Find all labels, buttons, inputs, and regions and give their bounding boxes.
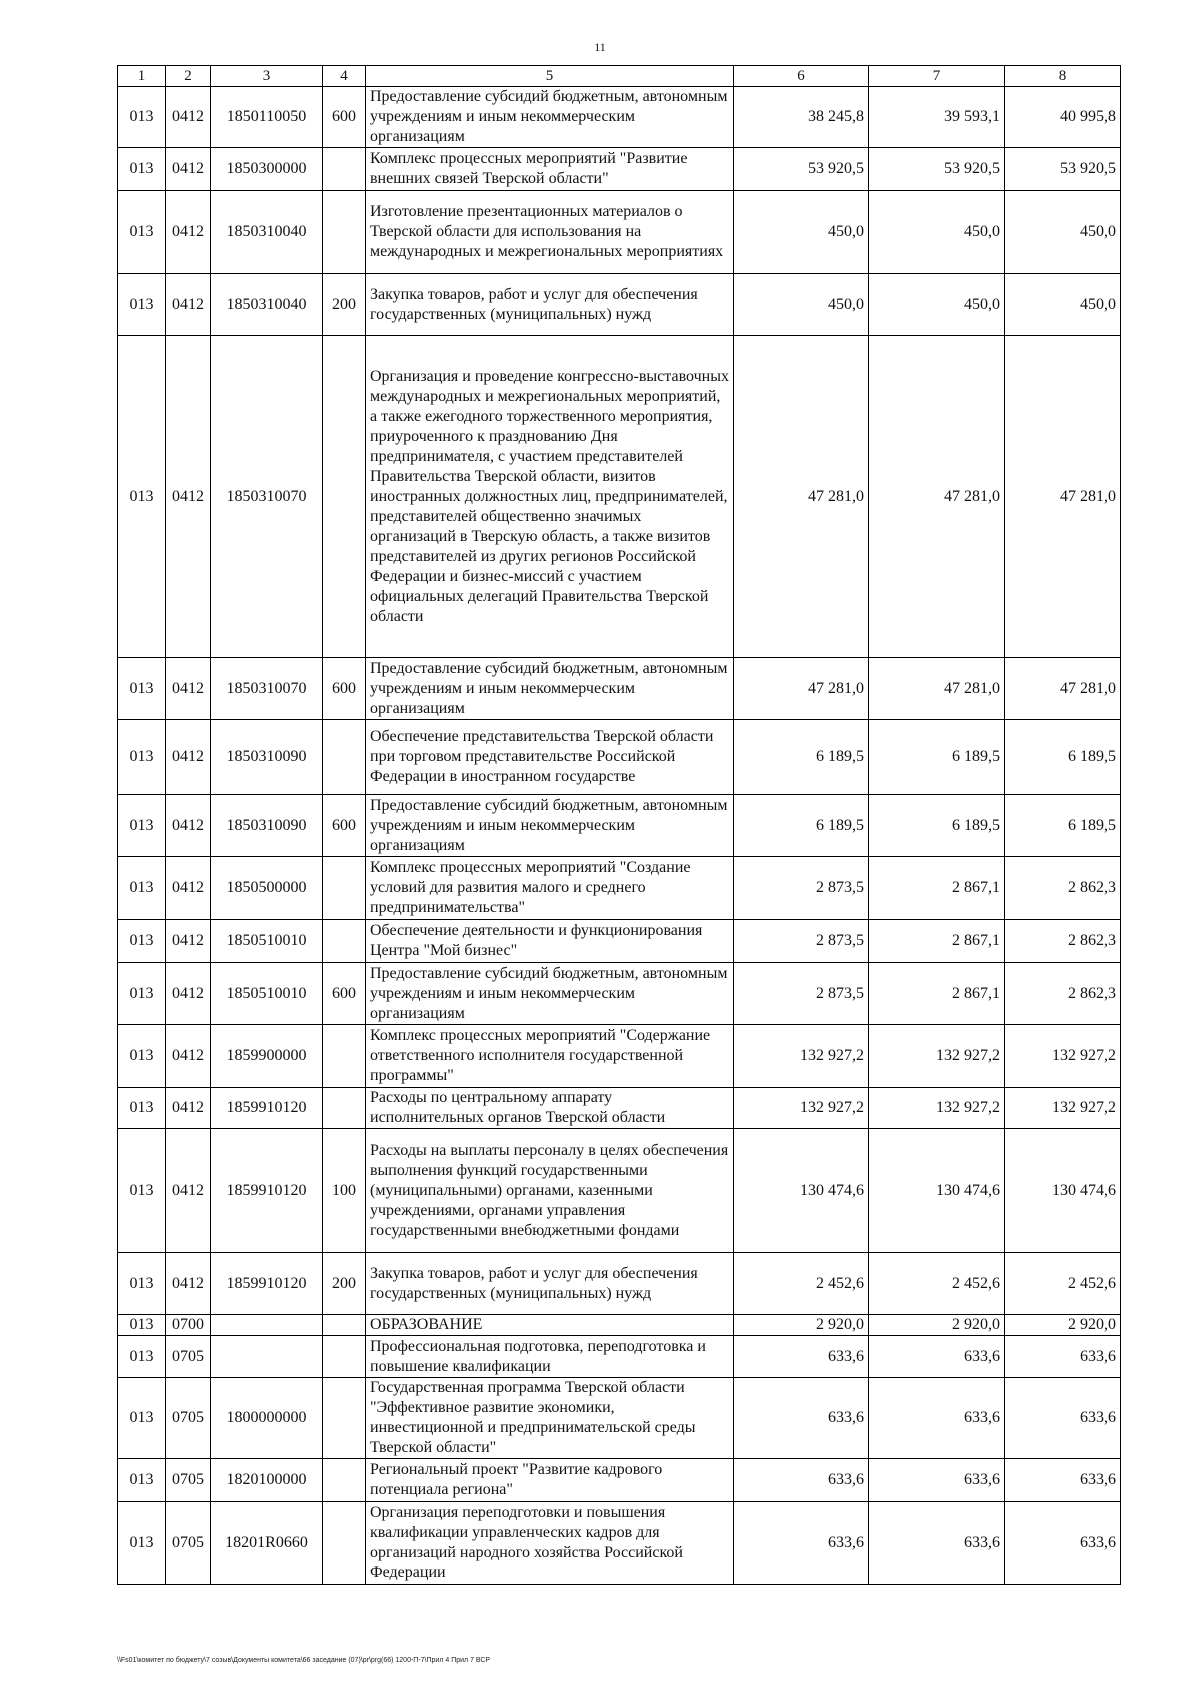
cell-expense-type: [323, 191, 366, 274]
cell-publisher-code: 013: [118, 920, 166, 963]
cell-amount-year-1: 47 281,0: [734, 658, 869, 720]
cell-publisher-code: 013: [118, 1253, 166, 1315]
cell-amount-year-2: 2 867,1: [869, 963, 1005, 1025]
cell-section-code: 0412: [166, 857, 211, 920]
cell-expense-type: [323, 1315, 366, 1336]
cell-target-code: [211, 1336, 323, 1378]
cell-description: Обеспечение представительства Тверской области при торговом представительстве Российской Федерации в иностранном государстве: [366, 720, 734, 795]
cell-section-code: 0412: [166, 963, 211, 1025]
cell-expense-type: [323, 920, 366, 963]
cell-expense-type: [323, 857, 366, 920]
cell-amount-year-3: 2 920,0: [1005, 1315, 1121, 1336]
cell-publisher-code: 013: [118, 87, 166, 148]
table-row: [118, 1459, 1121, 1502]
cell-amount-year-1: 2 452,6: [734, 1253, 869, 1315]
cell-target-code: 1859910120: [211, 1088, 323, 1129]
table-row: [118, 920, 1121, 963]
cell-section-code: 0412: [166, 920, 211, 963]
cell-target-code: 18201R0660: [211, 1502, 323, 1585]
cell-amount-year-2: 450,0: [869, 274, 1005, 336]
cell-description: Изготовление презентационных материалов о Тверской области для использования на международных и межрегиональных мероприятиях: [366, 191, 734, 274]
cell-publisher-code: 013: [118, 1025, 166, 1088]
table-row: [118, 1129, 1121, 1253]
cell-publisher-code: 013: [118, 795, 166, 857]
cell-amount-year-1: 633,6: [734, 1336, 869, 1378]
cell-description: Расходы по центральному аппарату исполнительных органов Тверской области: [366, 1088, 734, 1129]
col-header-1: 1: [118, 66, 166, 87]
cell-publisher-code: 013: [118, 1129, 166, 1253]
cell-target-code: 1850500000: [211, 857, 323, 920]
cell-section-code: 0412: [166, 1253, 211, 1315]
cell-amount-year-3: 450,0: [1005, 191, 1121, 274]
cell-target-code: 1850110050: [211, 87, 323, 148]
cell-expense-type: [323, 1025, 366, 1088]
cell-section-code: 0412: [166, 1025, 211, 1088]
cell-publisher-code: 013: [118, 963, 166, 1025]
cell-amount-year-3: 130 474,6: [1005, 1129, 1121, 1253]
cell-amount-year-1: 2 873,5: [734, 857, 869, 920]
cell-expense-type: [323, 1502, 366, 1585]
cell-expense-type: 600: [323, 658, 366, 720]
cell-amount-year-1: 633,6: [734, 1459, 869, 1502]
cell-amount-year-2: 132 927,2: [869, 1088, 1005, 1129]
cell-description: Организация и проведение конгрессно-выставочных международных и межрегиональных мероприятий, а также ежегодного торжественного мероприятия, приуроченного к празднованию Дня предпринимателя, с участием представителей Правительства Тверской области, визитов иностранных должностных лиц, предпринимателей, представителей общественно значимых организаций в Тверскую область, а также визитов представителей из других регионов Российской Федерации и бизнес-миссий с участием официальных делегаций Правительства Тверской области: [366, 336, 734, 658]
cell-expense-type: [323, 1336, 366, 1378]
cell-amount-year-1: 6 189,5: [734, 795, 869, 857]
cell-amount-year-1: 450,0: [734, 191, 869, 274]
cell-expense-type: [323, 148, 366, 191]
table-row: [118, 1502, 1121, 1585]
table-row: [118, 658, 1121, 720]
col-header-3: 3: [211, 66, 323, 87]
table-row: [118, 1088, 1121, 1129]
cell-amount-year-3: 47 281,0: [1005, 336, 1121, 658]
cell-amount-year-2: 53 920,5: [869, 148, 1005, 191]
cell-amount-year-1: 633,6: [734, 1378, 869, 1459]
cell-description: Обеспечение деятельности и функционирования Центра "Мой бизнес": [366, 920, 734, 963]
cell-amount-year-2: 47 281,0: [869, 658, 1005, 720]
cell-expense-type: 600: [323, 795, 366, 857]
cell-expense-type: 600: [323, 963, 366, 1025]
cell-amount-year-1: 38 245,8: [734, 87, 869, 148]
cell-amount-year-2: 132 927,2: [869, 1025, 1005, 1088]
cell-amount-year-3: 2 862,3: [1005, 857, 1121, 920]
cell-amount-year-1: 633,6: [734, 1502, 869, 1585]
col-header-5: 5: [366, 66, 734, 87]
cell-amount-year-3: 633,6: [1005, 1459, 1121, 1502]
cell-target-code: 1859910120: [211, 1253, 323, 1315]
table-row: [118, 274, 1121, 336]
cell-expense-type: [323, 1378, 366, 1459]
cell-amount-year-3: 47 281,0: [1005, 658, 1121, 720]
cell-target-code: 1850310040: [211, 274, 323, 336]
cell-amount-year-1: 2 920,0: [734, 1315, 869, 1336]
cell-target-code: 1850510010: [211, 963, 323, 1025]
cell-amount-year-3: 6 189,5: [1005, 795, 1121, 857]
cell-section-code: 0705: [166, 1459, 211, 1502]
cell-amount-year-2: 2 867,1: [869, 920, 1005, 963]
cell-amount-year-3: 132 927,2: [1005, 1088, 1121, 1129]
cell-expense-type: 100: [323, 1129, 366, 1253]
cell-publisher-code: 013: [118, 1088, 166, 1129]
table-row: [118, 1336, 1121, 1378]
cell-section-code: 0412: [166, 274, 211, 336]
cell-publisher-code: 013: [118, 720, 166, 795]
cell-description: Государственная программа Тверской области "Эффективное развитие экономики, инвестиционной и предпринимательской среды Тверской области": [366, 1378, 734, 1459]
cell-amount-year-1: 53 920,5: [734, 148, 869, 191]
footer-file-path: \\Fs01\комитет по бюджету\7 созыв\Документы комитета\66 заседание (07)\pr\prg(66) 1200-П-7\Прил 4 Прил 7 ВСР: [117, 1657, 491, 1664]
cell-description: Расходы на выплаты персоналу в целях обеспечения выполнения функций государственными (муниципальными) органами, казенными учреждениями, органами управления государственными внебюджетными фондами: [366, 1129, 734, 1253]
cell-target-code: 1800000000: [211, 1378, 323, 1459]
cell-amount-year-2: 130 474,6: [869, 1129, 1005, 1253]
table-body: [118, 87, 1121, 1585]
cell-amount-year-2: 633,6: [869, 1502, 1005, 1585]
col-header-6: 6: [734, 66, 869, 87]
table-row: [118, 148, 1121, 191]
cell-target-code: [211, 1315, 323, 1336]
cell-description: Закупка товаров, работ и услуг для обеспечения государственных (муниципальных) нужд: [366, 274, 734, 336]
table-row: [118, 795, 1121, 857]
cell-target-code: 1850510010: [211, 920, 323, 963]
cell-section-code: 0705: [166, 1336, 211, 1378]
cell-target-code: 1850310070: [211, 336, 323, 658]
cell-amount-year-2: 2 920,0: [869, 1315, 1005, 1336]
cell-section-code: 0705: [166, 1502, 211, 1585]
cell-amount-year-2: 2 452,6: [869, 1253, 1005, 1315]
cell-target-code: 1859900000: [211, 1025, 323, 1088]
cell-target-code: 1850310090: [211, 795, 323, 857]
cell-section-code: 0705: [166, 1378, 211, 1459]
cell-amount-year-3: 2 862,3: [1005, 920, 1121, 963]
table-row: [118, 87, 1121, 148]
cell-description: Предоставление субсидий бюджетным, автономным учреждениям и иным некоммерческим организациям: [366, 658, 734, 720]
cell-section-code: 0412: [166, 795, 211, 857]
cell-amount-year-2: 450,0: [869, 191, 1005, 274]
table-row: [118, 1025, 1121, 1088]
cell-description: Организация переподготовки и повышения квалификации управленческих кадров для организаций народного хозяйства Российской Федерации: [366, 1502, 734, 1585]
col-header-8: 8: [1005, 66, 1121, 87]
cell-amount-year-3: 633,6: [1005, 1502, 1121, 1585]
table-row: [118, 857, 1121, 920]
cell-section-code: 0412: [166, 191, 211, 274]
cell-description: Закупка товаров, работ и услуг для обеспечения государственных (муниципальных) нужд: [366, 1253, 734, 1315]
cell-amount-year-2: 633,6: [869, 1459, 1005, 1502]
table-row: [118, 1253, 1121, 1315]
cell-expense-type: [323, 1088, 366, 1129]
cell-expense-type: [323, 720, 366, 795]
cell-section-code: 0412: [166, 1129, 211, 1253]
cell-amount-year-1: 2 873,5: [734, 963, 869, 1025]
cell-section-code: 0412: [166, 1088, 211, 1129]
cell-description: Предоставление субсидий бюджетным, автономным учреждениям и иным некоммерческим организациям: [366, 795, 734, 857]
cell-amount-year-2: 6 189,5: [869, 720, 1005, 795]
cell-target-code: 1859910120: [211, 1129, 323, 1253]
cell-amount-year-3: 53 920,5: [1005, 148, 1121, 191]
cell-publisher-code: 013: [118, 191, 166, 274]
cell-amount-year-3: 633,6: [1005, 1336, 1121, 1378]
cell-amount-year-2: 47 281,0: [869, 336, 1005, 658]
cell-expense-type: [323, 336, 366, 658]
cell-target-code: 1850310090: [211, 720, 323, 795]
table-row: [118, 963, 1121, 1025]
cell-amount-year-3: 6 189,5: [1005, 720, 1121, 795]
cell-amount-year-3: 40 995,8: [1005, 87, 1121, 148]
cell-description: Комплекс процессных мероприятий "Развитие внешних связей Тверской области": [366, 148, 734, 191]
cell-section-code: 0700: [166, 1315, 211, 1336]
cell-amount-year-1: 132 927,2: [734, 1025, 869, 1088]
cell-section-code: 0412: [166, 336, 211, 658]
table-row: [118, 336, 1121, 658]
cell-publisher-code: 013: [118, 658, 166, 720]
cell-section-code: 0412: [166, 658, 211, 720]
cell-amount-year-1: 2 873,5: [734, 920, 869, 963]
cell-expense-type: 200: [323, 1253, 366, 1315]
cell-description: Предоставление субсидий бюджетным, автономным учреждениям и иным некоммерческим организациям: [366, 963, 734, 1025]
cell-target-code: 1850300000: [211, 148, 323, 191]
cell-description: Региональный проект "Развитие кадрового потенциала региона": [366, 1459, 734, 1502]
table-row: [118, 1378, 1121, 1459]
cell-target-code: 1850310040: [211, 191, 323, 274]
cell-amount-year-2: 633,6: [869, 1336, 1005, 1378]
cell-description: Комплекс процессных мероприятий "Создание условий для развития малого и среднего предпринимательства": [366, 857, 734, 920]
cell-amount-year-3: 2 452,6: [1005, 1253, 1121, 1315]
cell-description: ОБРАЗОВАНИЕ: [366, 1315, 734, 1336]
cell-publisher-code: 013: [118, 274, 166, 336]
cell-amount-year-2: 39 593,1: [869, 87, 1005, 148]
cell-description: Комплекс процессных мероприятий "Содержание ответственного исполнителя государственной программы": [366, 1025, 734, 1088]
cell-amount-year-1: 130 474,6: [734, 1129, 869, 1253]
cell-publisher-code: 013: [118, 1315, 166, 1336]
cell-publisher-code: 013: [118, 336, 166, 658]
cell-expense-type: [323, 1459, 366, 1502]
cell-amount-year-1: 450,0: [734, 274, 869, 336]
cell-publisher-code: 013: [118, 148, 166, 191]
cell-amount-year-3: 633,6: [1005, 1378, 1121, 1459]
cell-amount-year-3: 450,0: [1005, 274, 1121, 336]
col-header-7: 7: [869, 66, 1005, 87]
budget-table: [117, 65, 1121, 1585]
cell-amount-year-2: 2 867,1: [869, 857, 1005, 920]
cell-target-code: 1820100000: [211, 1459, 323, 1502]
column-number-row: [118, 66, 1121, 87]
cell-publisher-code: 013: [118, 1378, 166, 1459]
cell-publisher-code: 013: [118, 1459, 166, 1502]
cell-expense-type: 200: [323, 274, 366, 336]
cell-amount-year-1: 47 281,0: [734, 336, 869, 658]
cell-amount-year-3: 132 927,2: [1005, 1025, 1121, 1088]
page-number: 11: [594, 40, 606, 54]
cell-amount-year-1: 6 189,5: [734, 720, 869, 795]
col-header-2: 2: [166, 66, 211, 87]
table-row: [118, 191, 1121, 274]
cell-publisher-code: 013: [118, 1502, 166, 1585]
col-header-4: 4: [323, 66, 366, 87]
cell-publisher-code: 013: [118, 857, 166, 920]
cell-section-code: 0412: [166, 720, 211, 795]
cell-amount-year-2: 6 189,5: [869, 795, 1005, 857]
cell-amount-year-3: 2 862,3: [1005, 963, 1121, 1025]
cell-expense-type: 600: [323, 87, 366, 148]
cell-description: Предоставление субсидий бюджетным, автономным учреждениям и иным некоммерческим организациям: [366, 87, 734, 148]
cell-amount-year-2: 633,6: [869, 1378, 1005, 1459]
cell-section-code: 0412: [166, 87, 211, 148]
cell-description: Профессиональная подготовка, переподготовка и повышение квалификации: [366, 1336, 734, 1378]
cell-amount-year-1: 132 927,2: [734, 1088, 869, 1129]
cell-section-code: 0412: [166, 148, 211, 191]
cell-target-code: 1850310070: [211, 658, 323, 720]
table-row: [118, 1315, 1121, 1336]
cell-publisher-code: 013: [118, 1336, 166, 1378]
table-row: [118, 720, 1121, 795]
